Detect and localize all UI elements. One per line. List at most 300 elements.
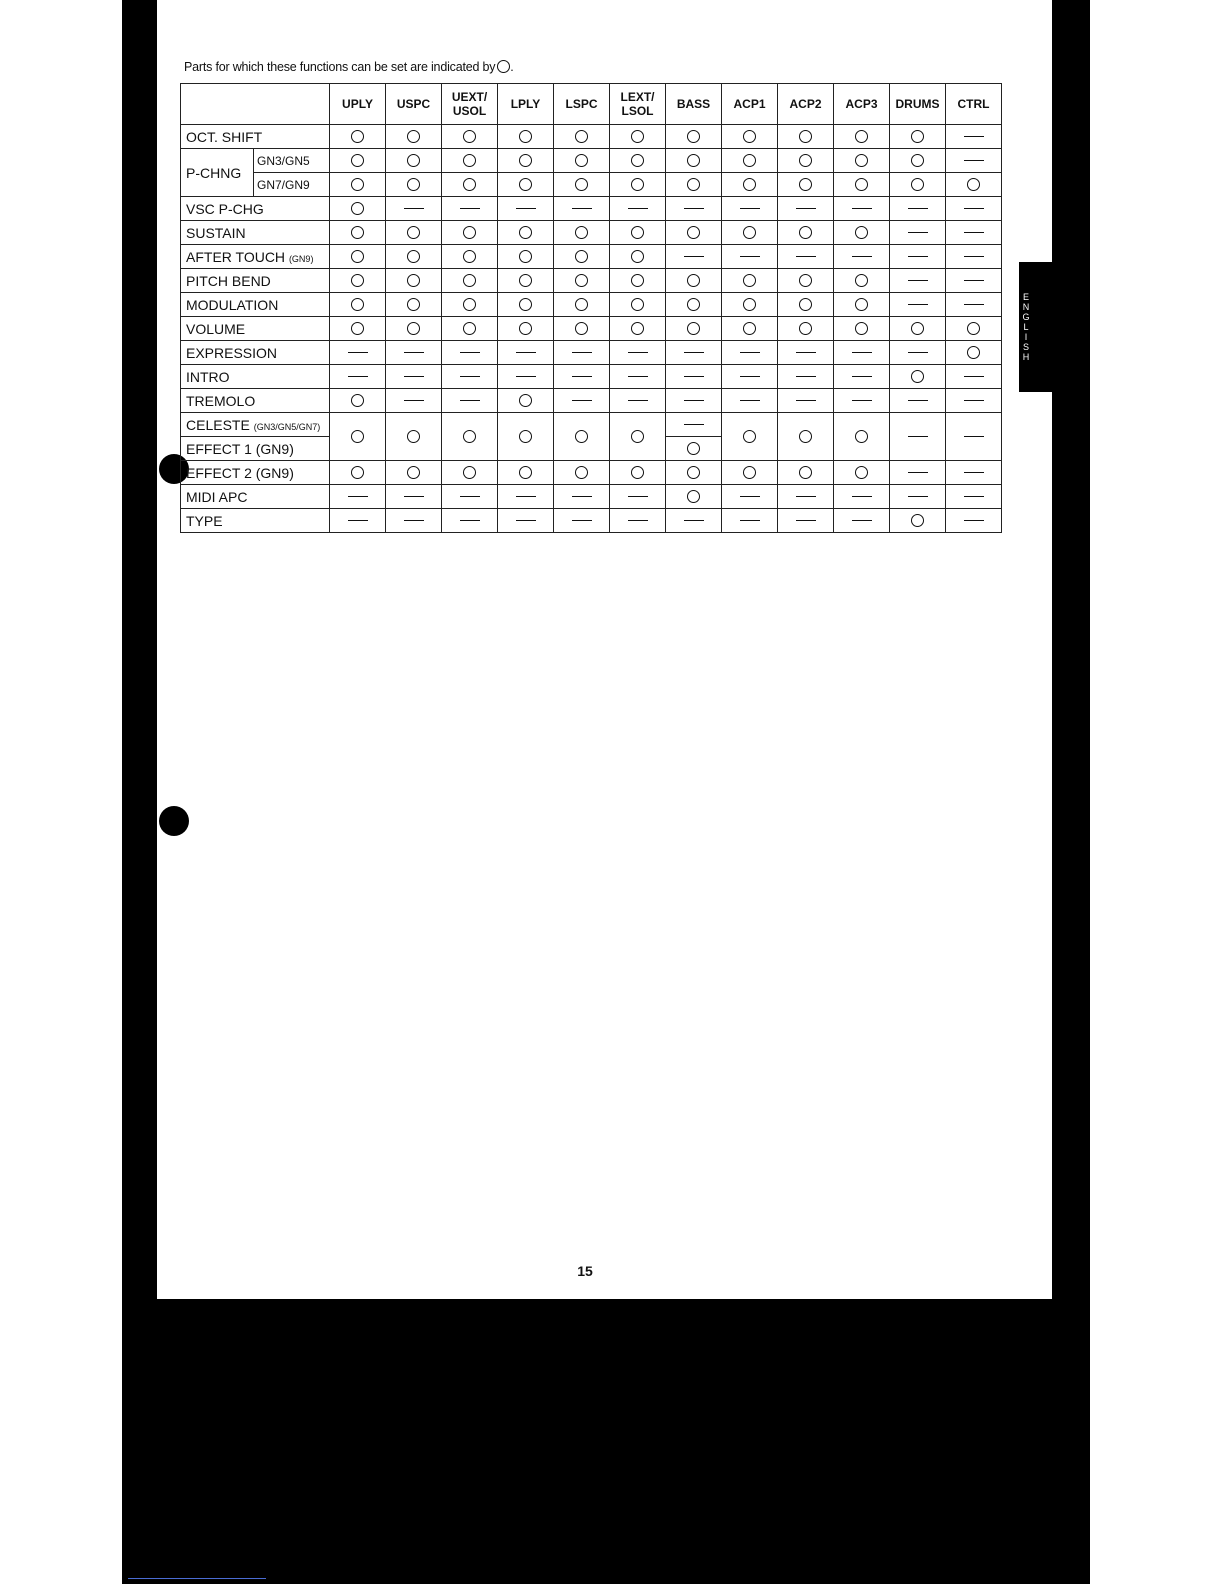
circle-mark-icon	[799, 178, 812, 191]
circle-mark-icon	[463, 466, 476, 479]
mark-cell	[946, 485, 1002, 509]
mark-cell	[946, 149, 1002, 173]
mark-cell	[498, 485, 554, 509]
circle-mark-icon	[855, 274, 868, 287]
row-sublabel: GN3/GN5	[254, 149, 330, 173]
dash-mark-icon	[908, 400, 928, 401]
dash-mark-icon	[964, 400, 984, 401]
dash-mark-icon	[628, 400, 648, 401]
circle-mark-icon	[687, 466, 700, 479]
mark-cell	[946, 341, 1002, 365]
circle-mark-icon	[519, 430, 532, 443]
mark-cell	[386, 365, 442, 389]
mark-cell	[666, 269, 722, 293]
mark-cell	[554, 461, 610, 485]
mark-cell	[778, 197, 834, 221]
mark-cell	[890, 461, 946, 485]
dash-mark-icon	[964, 496, 984, 497]
mark-cell	[498, 317, 554, 341]
mark-cell	[442, 149, 498, 173]
circle-mark-icon	[967, 346, 980, 359]
mark-cell	[442, 461, 498, 485]
mark-cell	[330, 221, 386, 245]
dash-mark-icon	[516, 496, 536, 497]
circle-mark-icon	[519, 178, 532, 191]
mark-cell	[610, 509, 666, 533]
mark-cell	[778, 341, 834, 365]
dash-mark-icon	[908, 352, 928, 353]
dash-mark-icon	[964, 376, 984, 377]
dash-mark-icon	[684, 352, 704, 353]
mark-cell	[778, 149, 834, 173]
row-label: OCT. SHIFT	[181, 125, 330, 149]
mark-cell	[554, 485, 610, 509]
mark-cell	[386, 173, 442, 197]
mark-cell	[554, 365, 610, 389]
circle-mark-icon	[855, 130, 868, 143]
dash-mark-icon	[964, 472, 984, 473]
dash-mark-icon	[964, 136, 984, 137]
circle-mark-icon	[351, 430, 364, 443]
circle-mark-icon	[407, 274, 420, 287]
circle-mark-icon	[407, 298, 420, 311]
circle-mark-icon	[855, 466, 868, 479]
dash-mark-icon	[684, 208, 704, 209]
mark-cell	[498, 245, 554, 269]
circle-mark-icon	[687, 274, 700, 287]
row-sustain	[181, 221, 1002, 245]
row-tremolo	[181, 389, 1002, 413]
column-header: UEXT/ USOL	[442, 84, 498, 125]
circle-mark-icon	[743, 466, 756, 479]
mark-cell	[834, 461, 890, 485]
circle-mark-icon	[463, 130, 476, 143]
circle-mark-icon	[575, 154, 588, 167]
mark-cell	[722, 365, 778, 389]
row-vsc-p-chg	[181, 197, 1002, 221]
dash-mark-icon	[852, 496, 872, 497]
circle-mark-icon	[519, 394, 532, 407]
mark-cell	[834, 341, 890, 365]
circle-mark-icon	[463, 430, 476, 443]
circle-mark-icon	[911, 514, 924, 527]
mark-cell	[946, 221, 1002, 245]
circle-mark-icon	[407, 178, 420, 191]
dash-mark-icon	[740, 520, 760, 521]
mark-cell	[946, 413, 1002, 461]
circle-mark-icon	[407, 322, 420, 335]
mark-cell	[890, 365, 946, 389]
dash-mark-icon	[796, 400, 816, 401]
mark-cell	[778, 365, 834, 389]
circle-mark-icon	[631, 274, 644, 287]
circle-mark-icon	[351, 154, 364, 167]
circle-mark-icon	[743, 274, 756, 287]
mark-cell	[834, 317, 890, 341]
mark-cell	[722, 125, 778, 149]
row-sublabel: GN7/GN9	[254, 173, 330, 197]
header-row	[181, 84, 1002, 125]
mark-cell	[498, 413, 554, 461]
circle-mark-icon	[687, 130, 700, 143]
mark-cell	[890, 413, 946, 461]
mark-cell	[890, 221, 946, 245]
mark-cell	[386, 485, 442, 509]
mark-cell	[722, 221, 778, 245]
mark-cell	[946, 173, 1002, 197]
column-header: LSPC	[554, 84, 610, 125]
dash-mark-icon	[852, 400, 872, 401]
mark-cell	[386, 269, 442, 293]
mark-cell	[498, 149, 554, 173]
circle-mark-icon	[799, 226, 812, 239]
mark-cell	[386, 341, 442, 365]
row-label-text: CELESTE	[186, 416, 250, 433]
mark-cell	[778, 389, 834, 413]
circle-mark-icon	[351, 130, 364, 143]
mark-cell	[554, 221, 610, 245]
mark-cell	[610, 365, 666, 389]
mark-cell	[890, 173, 946, 197]
mark-cell	[610, 269, 666, 293]
dash-mark-icon	[348, 496, 368, 497]
mark-cell	[442, 221, 498, 245]
circle-mark-icon	[743, 430, 756, 443]
mark-cell	[890, 197, 946, 221]
row-p-chng-gn7-gn9	[181, 173, 1002, 197]
mark-cell	[610, 149, 666, 173]
mark-cell	[442, 365, 498, 389]
circle-mark-icon	[519, 154, 532, 167]
row-effect-2	[181, 461, 1002, 485]
mark-cell	[386, 293, 442, 317]
dash-mark-icon	[628, 520, 648, 521]
mark-cell	[554, 269, 610, 293]
circle-mark-icon	[631, 154, 644, 167]
mark-cell	[722, 389, 778, 413]
dash-mark-icon	[684, 520, 704, 521]
mark-cell	[498, 269, 554, 293]
dash-mark-icon	[516, 352, 536, 353]
mark-cell	[722, 485, 778, 509]
circle-mark-icon	[519, 226, 532, 239]
mark-cell	[834, 269, 890, 293]
mark-cell	[666, 509, 722, 533]
mark-cell	[554, 197, 610, 221]
dash-mark-icon	[628, 376, 648, 377]
column-header: ACP3	[834, 84, 890, 125]
dash-mark-icon	[908, 472, 928, 473]
row-midi-apc	[181, 485, 1002, 509]
column-header: DRUMS	[890, 84, 946, 125]
row-label: EFFECT 1 (GN9)	[181, 437, 330, 461]
dash-mark-icon	[852, 352, 872, 353]
dash-mark-icon	[684, 256, 704, 257]
circle-mark-icon	[799, 322, 812, 335]
dash-mark-icon	[404, 496, 424, 497]
mark-cell	[666, 485, 722, 509]
mark-cell	[890, 341, 946, 365]
mark-cell	[946, 269, 1002, 293]
dash-mark-icon	[628, 496, 648, 497]
tab-letter: S	[1022, 342, 1029, 352]
mark-cell	[610, 125, 666, 149]
circle-mark-icon	[799, 274, 812, 287]
mark-cell	[890, 317, 946, 341]
circle-mark-icon	[687, 322, 700, 335]
circle-mark-icon	[575, 298, 588, 311]
mark-cell	[722, 293, 778, 317]
dash-mark-icon	[908, 496, 928, 497]
mark-cell	[554, 509, 610, 533]
page-number: 15	[577, 1263, 593, 1279]
circle-mark-icon	[463, 298, 476, 311]
mark-cell	[498, 293, 554, 317]
circle-mark-icon	[631, 298, 644, 311]
language-tab-letters	[1019, 292, 1033, 362]
mark-cell	[946, 245, 1002, 269]
mark-cell	[498, 389, 554, 413]
mark-cell	[778, 413, 834, 461]
circle-mark-icon	[351, 202, 364, 215]
dash-mark-icon	[404, 208, 424, 209]
mark-cell	[610, 317, 666, 341]
mark-cell	[554, 389, 610, 413]
mark-cell	[554, 293, 610, 317]
mark-cell	[498, 221, 554, 245]
mark-cell	[666, 413, 722, 437]
mark-cell	[498, 197, 554, 221]
mark-cell	[778, 461, 834, 485]
column-header: UPLY	[330, 84, 386, 125]
circle-mark-icon	[799, 298, 812, 311]
dash-mark-icon	[684, 376, 704, 377]
mark-cell	[442, 389, 498, 413]
mark-cell	[330, 365, 386, 389]
circle-mark-icon	[631, 466, 644, 479]
circle-mark-icon	[351, 322, 364, 335]
dash-mark-icon	[460, 376, 480, 377]
mark-cell	[330, 413, 386, 461]
circle-mark-icon	[407, 466, 420, 479]
dash-mark-icon	[908, 256, 928, 257]
circle-mark-icon	[497, 60, 510, 73]
dash-mark-icon	[908, 208, 928, 209]
dash-mark-icon	[852, 376, 872, 377]
mark-cell	[722, 341, 778, 365]
circle-mark-icon	[855, 430, 868, 443]
corner-cell	[181, 84, 330, 125]
column-header: BASS	[666, 84, 722, 125]
column-header: LPLY	[498, 84, 554, 125]
mark-cell	[442, 485, 498, 509]
dash-mark-icon	[964, 280, 984, 281]
mark-cell	[610, 293, 666, 317]
circle-mark-icon	[407, 430, 420, 443]
mark-cell	[610, 221, 666, 245]
circle-mark-icon	[967, 322, 980, 335]
circle-mark-icon	[575, 178, 588, 191]
column-header: ACP2	[778, 84, 834, 125]
row-label: EXPRESSION	[181, 341, 330, 365]
dash-mark-icon	[404, 376, 424, 377]
circle-mark-icon	[799, 430, 812, 443]
mark-cell	[666, 461, 722, 485]
dash-mark-icon	[628, 352, 648, 353]
mark-cell	[442, 413, 498, 461]
mark-cell	[778, 245, 834, 269]
dash-mark-icon	[740, 400, 760, 401]
circle-mark-icon	[911, 130, 924, 143]
row-label: MODULATION	[181, 293, 330, 317]
row-label: SUSTAIN	[181, 221, 330, 245]
row-expression	[181, 341, 1002, 365]
mark-cell	[498, 461, 554, 485]
mark-cell	[666, 173, 722, 197]
dash-mark-icon	[348, 520, 368, 521]
mark-cell	[554, 173, 610, 197]
mark-cell	[946, 389, 1002, 413]
mark-cell	[666, 149, 722, 173]
circle-mark-icon	[911, 370, 924, 383]
circle-mark-icon	[407, 130, 420, 143]
mark-cell	[442, 197, 498, 221]
mark-cell	[330, 173, 386, 197]
dash-mark-icon	[516, 520, 536, 521]
mark-cell	[610, 485, 666, 509]
circle-mark-icon	[631, 430, 644, 443]
dash-mark-icon	[796, 208, 816, 209]
mark-cell	[330, 485, 386, 509]
mark-cell	[498, 173, 554, 197]
row-label: P-CHNG	[181, 149, 254, 197]
mark-cell	[778, 173, 834, 197]
mark-cell	[666, 293, 722, 317]
row-label: VOLUME	[181, 317, 330, 341]
mark-cell	[722, 149, 778, 173]
circle-mark-icon	[351, 394, 364, 407]
punch-hole	[159, 806, 189, 836]
circle-mark-icon	[463, 274, 476, 287]
mark-cell	[330, 149, 386, 173]
mark-cell	[666, 341, 722, 365]
mark-cell	[386, 317, 442, 341]
row-volume	[181, 317, 1002, 341]
mark-cell	[498, 509, 554, 533]
mark-cell	[666, 365, 722, 389]
mark-cell	[890, 269, 946, 293]
dash-mark-icon	[908, 436, 928, 437]
dash-mark-icon	[404, 352, 424, 353]
mark-cell	[666, 125, 722, 149]
mark-cell	[722, 269, 778, 293]
dash-mark-icon	[460, 352, 480, 353]
column-header: ACP1	[722, 84, 778, 125]
circle-mark-icon	[631, 322, 644, 335]
dash-mark-icon	[404, 520, 424, 521]
circle-mark-icon	[743, 298, 756, 311]
mark-cell	[554, 317, 610, 341]
row-oct-shift	[181, 125, 1002, 149]
mark-cell	[330, 197, 386, 221]
column-header: CTRL	[946, 84, 1002, 125]
circle-mark-icon	[519, 250, 532, 263]
mark-cell	[610, 461, 666, 485]
dash-mark-icon	[964, 208, 984, 209]
mark-cell	[890, 509, 946, 533]
mark-cell	[778, 269, 834, 293]
mark-cell	[386, 221, 442, 245]
mark-cell	[834, 365, 890, 389]
table-caption: Parts for which these functions can be set are indicated by .	[184, 60, 514, 74]
dash-mark-icon	[796, 376, 816, 377]
tab-letter: H	[1022, 352, 1030, 362]
mark-cell	[666, 197, 722, 221]
mark-cell	[890, 389, 946, 413]
dash-mark-icon	[964, 304, 984, 305]
dash-mark-icon	[852, 256, 872, 257]
mark-cell	[386, 197, 442, 221]
mark-cell	[610, 245, 666, 269]
mark-cell	[386, 413, 442, 461]
dash-mark-icon	[740, 352, 760, 353]
circle-mark-icon	[463, 154, 476, 167]
circle-mark-icon	[407, 226, 420, 239]
circle-mark-icon	[743, 322, 756, 335]
mark-cell	[330, 461, 386, 485]
row-label: TREMOLO	[181, 389, 330, 413]
tab-letter: N	[1022, 302, 1030, 312]
dash-mark-icon	[908, 280, 928, 281]
dash-mark-icon	[852, 520, 872, 521]
circle-mark-icon	[911, 154, 924, 167]
mark-cell	[554, 413, 610, 461]
dash-mark-icon	[796, 256, 816, 257]
row-label: VSC P-CHG	[181, 197, 330, 221]
circle-mark-icon	[463, 178, 476, 191]
mark-cell	[834, 245, 890, 269]
circle-mark-icon	[575, 322, 588, 335]
mark-cell	[834, 509, 890, 533]
dash-mark-icon	[796, 520, 816, 521]
dash-mark-icon	[404, 400, 424, 401]
mark-cell	[554, 125, 610, 149]
mark-cell	[330, 269, 386, 293]
row-after-touch	[181, 245, 1002, 269]
mark-cell	[330, 509, 386, 533]
mark-cell	[330, 245, 386, 269]
dash-mark-icon	[460, 520, 480, 521]
mark-cell	[778, 509, 834, 533]
mark-cell	[778, 293, 834, 317]
mark-cell	[834, 149, 890, 173]
mark-cell	[554, 149, 610, 173]
mark-cell	[330, 389, 386, 413]
circle-mark-icon	[351, 250, 364, 263]
dash-mark-icon	[964, 256, 984, 257]
mark-cell	[890, 125, 946, 149]
tab-letter: I	[1024, 332, 1028, 342]
mark-cell	[946, 125, 1002, 149]
row-celeste	[181, 413, 1002, 437]
mark-cell	[666, 317, 722, 341]
row-label: PITCH BEND	[181, 269, 330, 293]
mark-cell	[722, 173, 778, 197]
circle-mark-icon	[687, 490, 700, 503]
dash-mark-icon	[572, 520, 592, 521]
circle-mark-icon	[575, 226, 588, 239]
dash-mark-icon	[572, 496, 592, 497]
